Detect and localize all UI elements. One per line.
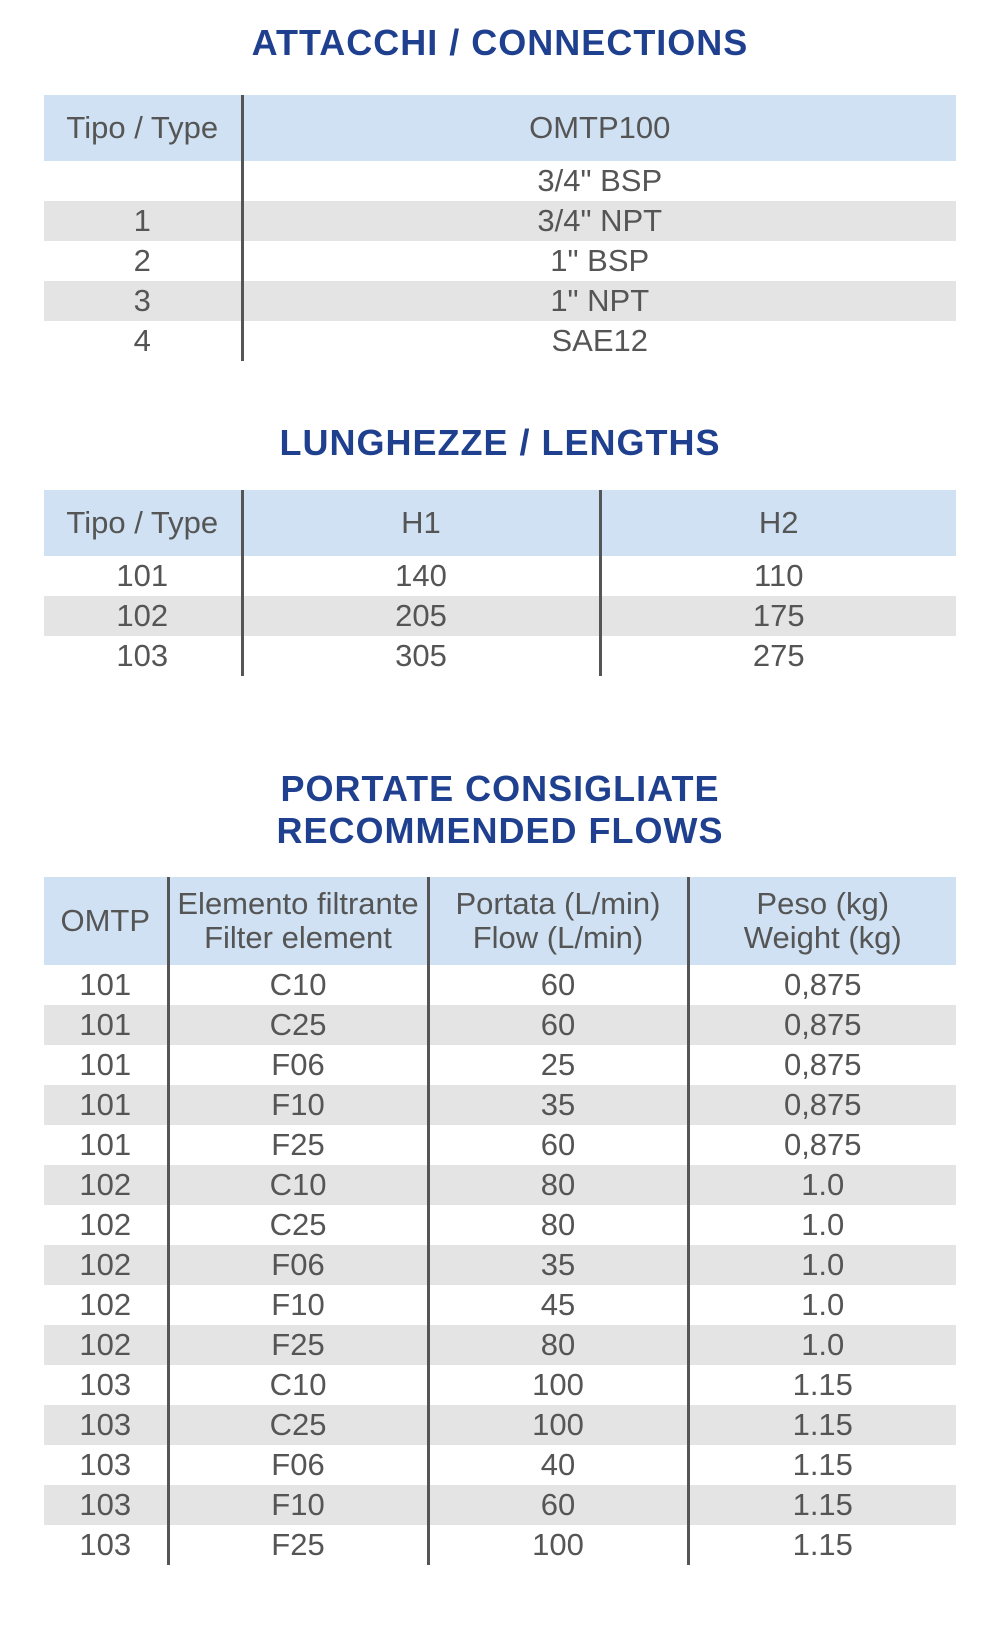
cell-value: 3/4" NPT: [242, 201, 956, 241]
cell-weight: 0,875: [688, 1085, 956, 1125]
table-row: [44, 201, 956, 241]
cell-type: 1: [44, 201, 242, 241]
cell-weight: 1.15: [688, 1445, 956, 1485]
cell-element: C25: [168, 1405, 428, 1445]
cell-value: 1" BSP: [242, 241, 956, 281]
cell-flow: 45: [428, 1285, 688, 1325]
cell-h2: 275: [600, 636, 956, 676]
cell-flow: 60: [428, 1005, 688, 1045]
table-row: [44, 1525, 956, 1565]
cell-omtp: 103: [44, 1485, 168, 1525]
cell-type: 101: [116, 558, 169, 593]
cell-omtp: 101: [79, 1127, 132, 1162]
cell-omtp: 101: [44, 1085, 168, 1125]
cell-weight: 0,875: [688, 965, 956, 1005]
cell-weight: 0,875: [688, 1125, 956, 1165]
header-type: Tipo / Type: [44, 490, 242, 556]
table-row: [44, 1325, 956, 1365]
cell-h1: 305: [242, 636, 600, 676]
cell-type: 4: [133, 323, 151, 358]
cell-weight: 0,875: [688, 1005, 956, 1045]
header-h2: H2: [600, 490, 956, 556]
cell-h1: 140: [242, 556, 600, 596]
cell-omtp: 102: [79, 1287, 132, 1322]
table-row: [44, 1285, 956, 1325]
lengths-table: [44, 490, 956, 676]
cell-element: C25: [168, 1205, 428, 1245]
connections-table: [44, 95, 956, 361]
cell-flow: 80: [428, 1325, 688, 1365]
cell-type: 103: [116, 638, 169, 673]
table-row: [44, 241, 956, 281]
cell-omtp: 102: [44, 1245, 168, 1285]
cell-element: F06: [168, 1245, 428, 1285]
flows-title-line2: RECOMMENDED FLOWS: [276, 810, 724, 851]
connections-title: ATTACCHI / CONNECTIONS: [251, 22, 749, 63]
cell-omtp: 101: [79, 967, 132, 1002]
header-h1: H1: [242, 490, 600, 556]
cell-value: 1" NPT: [242, 281, 956, 321]
lengths-body: [44, 556, 956, 676]
cell-omtp: 102: [44, 1165, 168, 1205]
header-element-en: Filter element: [204, 920, 392, 955]
table-row: [44, 1205, 956, 1245]
cell-element: F06: [168, 1045, 428, 1085]
flows-table: [44, 877, 956, 1565]
cell-element: C25: [168, 1005, 428, 1045]
cell-value: SAE12: [242, 321, 956, 361]
cell-weight: 1.0: [688, 1325, 956, 1365]
cell-weight: 1.15: [688, 1405, 956, 1445]
cell-element: F10: [168, 1085, 428, 1125]
lengths-title: LUNGHEZZE / LENGTHS: [279, 422, 721, 463]
cell-flow: 100: [428, 1525, 688, 1565]
cell-weight: 1.15: [688, 1525, 956, 1565]
table-header-row: [44, 490, 956, 556]
connections-body: [44, 161, 956, 361]
cell-weight: 1.0: [688, 1285, 956, 1325]
table-row: [44, 1365, 956, 1405]
cell-type: [44, 161, 242, 201]
cell-weight: 1.0: [688, 1165, 956, 1205]
cell-flow: 60: [428, 1485, 688, 1525]
table-row: [44, 965, 956, 1005]
cell-flow: 80: [428, 1205, 688, 1245]
cell-flow: 35: [428, 1245, 688, 1285]
table-row: [44, 1085, 956, 1125]
header-weight-it: Peso (kg): [756, 886, 890, 921]
cell-type: 3: [44, 281, 242, 321]
cell-h2: 175: [600, 596, 956, 636]
cell-flow: 40: [428, 1445, 688, 1485]
header-filter-element: [168, 877, 428, 965]
table-header-row: [44, 95, 956, 161]
cell-flow: 100: [428, 1405, 688, 1445]
cell-element: F10: [168, 1485, 428, 1525]
table-row: [44, 1045, 956, 1085]
header-flow-it: Portata (L/min): [455, 886, 661, 921]
table-row: [44, 321, 956, 361]
table-row: [44, 281, 956, 321]
header-model: OMTP100: [242, 95, 956, 161]
cell-omtp: 103: [79, 1367, 132, 1402]
cell-flow: 60: [428, 1125, 688, 1165]
cell-flow: 60: [428, 965, 688, 1005]
header-element-it: Elemento filtrante: [177, 886, 419, 921]
cell-omtp: 103: [79, 1447, 132, 1482]
header-weight-en: Weight (kg): [743, 920, 902, 955]
cell-flow: 35: [428, 1085, 688, 1125]
cell-element: F10: [168, 1285, 428, 1325]
cell-element: C10: [168, 965, 428, 1005]
header-flow: [428, 877, 688, 965]
cell-omtp: 101: [79, 1047, 132, 1082]
cell-element: F25: [168, 1325, 428, 1365]
cell-element: F25: [168, 1125, 428, 1165]
table-row: [44, 161, 956, 201]
cell-flow: 100: [428, 1365, 688, 1405]
cell-weight: 0,875: [688, 1045, 956, 1085]
cell-omtp: 103: [79, 1527, 132, 1562]
table-row: [44, 1245, 956, 1285]
table-row: [44, 1485, 956, 1525]
cell-omtp: 102: [79, 1207, 132, 1242]
cell-type: 102: [44, 596, 242, 636]
cell-flow: 80: [428, 1165, 688, 1205]
table-row: [44, 1165, 956, 1205]
table-row: [44, 1405, 956, 1445]
cell-type: 2: [133, 243, 151, 278]
flows-body: [44, 965, 956, 1565]
cell-weight: 1.0: [688, 1205, 956, 1245]
cell-omtp: 102: [44, 1325, 168, 1365]
cell-h2: 110: [600, 556, 956, 596]
header-flow-en: Flow (L/min): [472, 920, 644, 955]
cell-element: F25: [168, 1525, 428, 1565]
cell-element: F06: [168, 1445, 428, 1485]
cell-omtp: 103: [44, 1405, 168, 1445]
header-type: Tipo / Type: [44, 95, 242, 161]
cell-h1: 205: [242, 596, 600, 636]
table-header-row: [44, 877, 956, 965]
table-row: [44, 556, 956, 596]
table-row: [44, 636, 956, 676]
table-row: [44, 1005, 956, 1045]
table-row: [44, 1445, 956, 1485]
cell-weight: 1.15: [688, 1365, 956, 1405]
flows-title-line1: PORTATE CONSIGLIATE: [280, 768, 720, 809]
cell-omtp: 101: [44, 1005, 168, 1045]
cell-value: 3/4" BSP: [242, 161, 956, 201]
cell-weight: 1.15: [688, 1485, 956, 1525]
cell-weight: 1.0: [688, 1245, 956, 1285]
header-weight: [688, 877, 956, 965]
cell-flow: 25: [428, 1045, 688, 1085]
table-row: [44, 1125, 956, 1165]
cell-element: C10: [168, 1165, 428, 1205]
cell-element: C10: [168, 1365, 428, 1405]
header-omtp: OMTP: [44, 877, 168, 965]
table-row: [44, 596, 956, 636]
